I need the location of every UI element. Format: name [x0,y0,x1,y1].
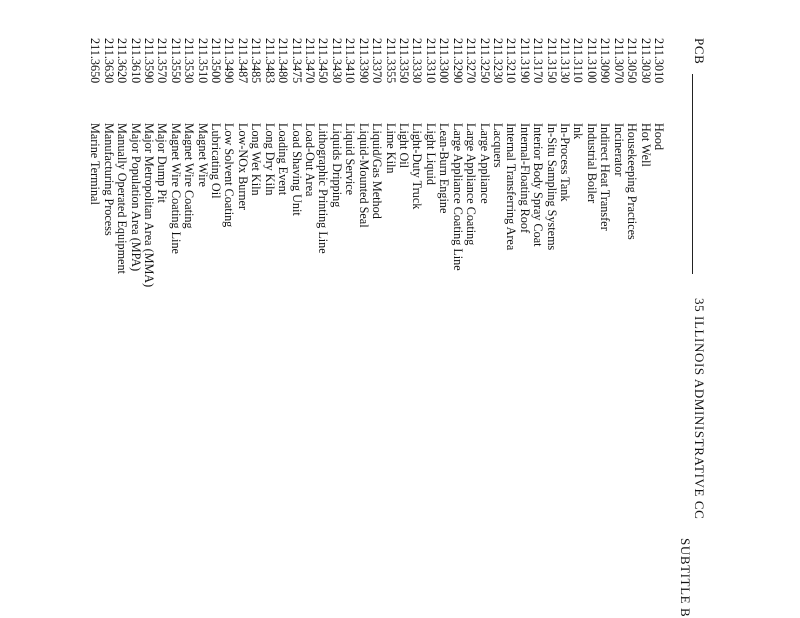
list-item [289,38,302,598]
section-number: 211.3570 [155,38,170,84]
section-number: 211.3483 [262,38,277,84]
list-item [531,38,544,598]
section-number: 211.3370 [370,38,385,84]
list-item [249,38,262,598]
section-number: 211.3150 [544,38,559,84]
section-term: Hood [652,123,666,151]
section-term: Light Oil [396,123,411,169]
list-item [209,38,222,598]
section-term: Large Appliance Coating Line [450,123,465,271]
section-number: 211.3390 [356,38,371,84]
list-item [437,38,450,598]
section-term: Major Population Area (MPA) [128,123,143,272]
section-term: Light Liquid [423,123,438,185]
section-number: 211.3170 [531,38,546,84]
section-number: 211.3530 [182,38,197,84]
section-term: Magnet Wire Coating [182,123,197,229]
list-item [571,38,584,598]
section-number: 211.3355 [383,38,398,84]
section-term: Internal Transferring Area [504,123,519,251]
list-item [450,38,463,598]
section-number: 211.3630 [101,38,116,84]
list-item [276,38,289,598]
section-term: Incinerator [611,123,626,177]
header-title: 35 ILLINOIS ADMINISTRATIVE CC [692,298,707,520]
section-number: 211.3650 [88,38,103,84]
section-term: Lithographic Printing Line [316,123,331,254]
section-term: In-Situ Sampling Systems [544,123,559,251]
list-item [410,38,423,598]
section-term: Large Appliance [477,123,492,204]
section-term: Indirect Heat Transfer [598,123,613,231]
section-term: Low Solvent Coating [222,123,237,228]
section-number: 211.3500 [209,38,224,84]
section-number: 211.3130 [558,38,573,84]
section-number: 211.3480 [276,38,291,84]
section-number: 211.3190 [517,38,532,84]
section-term: Long Wet Kiln [249,123,264,196]
section-term: Low-NOx Burner [235,123,250,210]
page-header [678,38,707,618]
section-term: Liquid Service [343,123,358,196]
section-term: Internal-Floating Roof [517,123,532,234]
section-number: 211.3485 [249,38,264,84]
definitions-list [88,38,665,598]
list-item [142,38,155,598]
header-pcb: PCB [692,38,707,65]
section-term: Major Dump Pit [155,123,170,203]
section-term: Liquids Dripping [329,123,344,208]
section-term: Manually Operated Equipment [115,123,130,274]
list-item [611,38,624,598]
list-item [101,38,114,598]
section-term: Magnet Wire Coating Line [168,123,183,254]
list-item [625,38,638,598]
section-number: 211.3610 [128,38,143,84]
section-number: 211.3050 [625,38,640,84]
list-item [558,38,571,598]
list-item [356,38,369,598]
section-number: 211.3070 [611,38,626,84]
section-number: 211.3290 [450,38,465,84]
section-number: 211.3330 [410,38,425,84]
list-item [303,38,316,598]
section-number: 211.3475 [289,38,304,84]
section-number: 211.3210 [504,38,519,84]
section-term: Hot Well [638,123,653,167]
section-number: 211.3510 [195,38,210,84]
section-term: Load Shaving Unit [289,123,304,216]
section-number: 211.3230 [490,38,505,84]
list-item [88,38,101,598]
section-term: Liquid-Mounted Seal [356,123,371,228]
section-term: Major Metropolitan Area (MMA) [141,123,156,288]
section-term: Light-Duty Truck [410,123,425,210]
section-number: 211.3100 [584,38,599,84]
list-item [598,38,611,598]
section-term: Lacquers [490,123,505,168]
section-term: Housekeeping Practices [625,123,640,240]
section-number: 211.3487 [235,38,250,84]
list-item [115,38,128,598]
section-term: Liquid/Gas Method [370,123,385,219]
list-item [222,38,235,598]
list-item [329,38,342,598]
section-term: Loading Event [276,123,291,196]
list-item [370,38,383,598]
header-subtitle: SUBTITLE B [678,538,693,618]
list-item [397,38,410,598]
section-number: 211.3270 [464,38,479,84]
section-number: 211.3620 [115,38,130,84]
list-item [638,38,651,598]
section-number: 211.3550 [168,38,183,84]
section-number: 211.3030 [638,38,653,84]
section-number: 211.3010 [652,38,666,84]
list-item [262,38,275,598]
list-item [491,38,504,598]
list-item [423,38,436,598]
section-term: In-Process Tank [558,123,573,202]
section-number: 211.3110 [571,38,586,83]
list-item [584,38,597,598]
section-number: 211.3090 [598,38,613,84]
section-number: 211.3410 [343,38,358,84]
section-term: Long Dry Kiln [262,123,277,196]
section-number: 211.3450 [316,38,331,84]
section-number: 211.3300 [437,38,452,84]
section-number: 211.3310 [423,38,438,84]
section-term: Interior Body Spray Coat [531,123,546,247]
section-term: Magnet Wire [195,123,210,187]
section-term: Industrial Boiler [584,123,599,204]
list-item [464,38,477,598]
list-item [504,38,517,598]
section-number: 211.3350 [396,38,411,84]
list-item [517,38,530,598]
section-term: Marine Terminal [88,123,103,205]
section-number: 211.3250 [477,38,492,84]
section-number: 211.3430 [329,38,344,84]
section-term: Ink [571,123,586,140]
list-item [236,38,249,598]
section-term: Lime Kiln [383,123,398,174]
list-item [383,38,396,598]
list-item [168,38,181,598]
section-number: 211.3470 [303,38,318,84]
list-item [182,38,195,598]
list-item [195,38,208,598]
list-item [477,38,490,598]
list-item [544,38,557,598]
list-item [652,38,665,598]
section-term: Large Appliance Coating [464,123,479,246]
list-item [343,38,356,598]
section-term: Lubricating Oil [209,123,224,199]
list-item [128,38,141,598]
section-term: Load-Out Area [303,123,318,197]
list-item [316,38,329,598]
header-rule [692,74,693,274]
list-item [155,38,168,598]
section-number: 211.3590 [141,38,156,84]
section-number: 211.3490 [222,38,237,84]
section-term: Manufacturing Process [101,123,116,236]
section-term: Lean-Burn Engine [437,123,452,214]
